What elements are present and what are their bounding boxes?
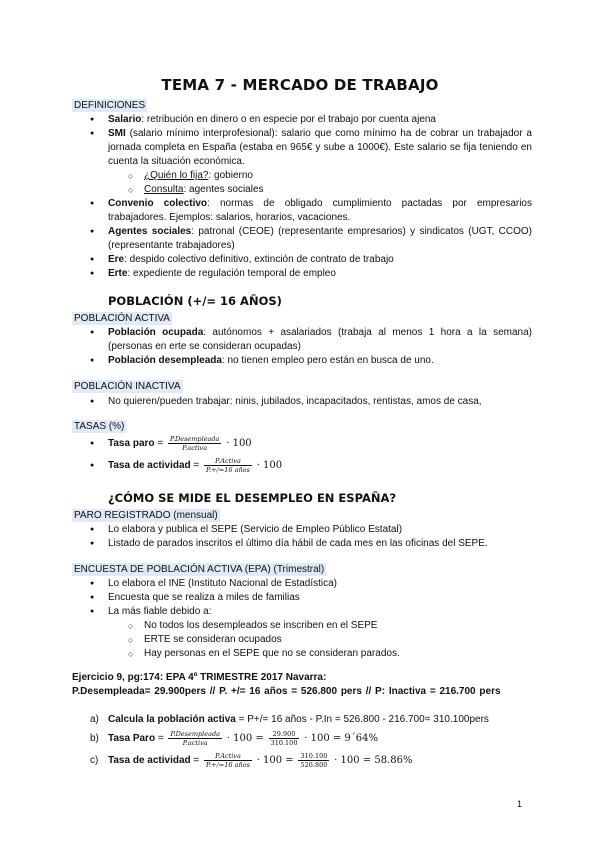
- section-label-definiciones: DEFINICIONES: [74, 100, 146, 111]
- section-label-poblacion-activa: POBLACIÓN ACTIVA: [74, 313, 170, 324]
- list-subitem: ○ Consulta: agentes sociales: [72, 183, 532, 197]
- fraction: $\frac{\text{P.Desempleada}}{\text{P.activa}}$: [169, 434, 220, 452]
- fraction: $\frac{\text{P.Desempleada}}{\text{P.activa}}$: [170, 729, 220, 747]
- list-item: ● No quieren/pueden trabajar: ninis, jubilados, incapacitados, rentistas, amos de casa,: [72, 395, 532, 409]
- formula-tasa-actividad: ● Tasa de actividad = $\frac{\text{P.Activa}}{\text{P.+/=16 años}}$ · 100: [72, 455, 532, 477]
- list-item: ● Convenio colectivo: normas de obligado cumplimiento pactadas por empresarios trabajadores. Ejemplos: salarios, horarios, vacaciones.: [72, 197, 532, 225]
- section-label-epa: ENCUESTA DE POBLACIÓN ACTIVA (EPA) (Trimestral): [74, 564, 325, 575]
- epa-list: [72, 577, 532, 661]
- ejercicio-title: Ejercicio 9, pg:174: EPA 4º TRIMESTRE 2017 Navarra:: [72, 672, 327, 683]
- formula-tasa-paro: ● Tasa paro = $\frac{\text{P.Desempleada}}{\text{P.activa}}$ · 100: [72, 433, 532, 455]
- section-label-poblacion-inactiva: POBLACIÓN INACTIVA: [74, 381, 181, 392]
- list-subitem: ○ ERTE se consideran ocupados: [72, 633, 532, 647]
- page-title: TEMA 7 - MERCADO DE TRABAJO: [161, 76, 439, 94]
- section-heading-poblacion: POBLACIÓN (+/= 16 AÑOS): [108, 294, 282, 308]
- ejercicio-item-b: b) Tasa Paro = $\frac{\text{P.Desempleada}}{\text{P.activa}}$ · 100 = $\frac{29.900}{310.100}$ · 100 = 9´64%: [90, 729, 379, 747]
- ejercicio-list: [72, 713, 532, 772]
- list-item: ● Agentes sociales: patronal (CEOE) (representante empresarios) y sindicatos (UGT, CCOO) (representante trabajadores): [72, 225, 532, 253]
- poblacion-inactiva-list: [72, 395, 532, 409]
- list-item: ● Población ocupada: autónomos + asalariados (trabaja al menos 1 hora a la semana) (personas en erte se consideran ocupadas): [72, 326, 532, 354]
- list-subitem: ○ ¿Quién lo fija?: gobierno: [72, 169, 532, 183]
- list-subitem: ○ Hay personas en el SEPE que no se consideran parados.: [72, 647, 532, 661]
- paro-registrado-list: [72, 523, 532, 551]
- fraction: $\frac{\text{P.Activa}}{\text{P.+/=16 años}}$: [206, 751, 250, 769]
- tasas-list: [72, 433, 532, 477]
- section-heading-desempleo: ¿CÓMO SE MIDE EL DESEMPLEO EN ESPAÑA?: [108, 491, 397, 505]
- page-number: 1: [517, 799, 523, 809]
- list-item: ● Erte: expediente de regulación temporal de empleo: [72, 267, 532, 281]
- fraction: $\frac{310.100}{526.800}$: [300, 751, 328, 769]
- section-label-tasas: TASAS (%): [74, 421, 125, 432]
- list-item: ● SMI (salario mínimo interprofesional): salario que como mínimo ha de cobrar un trabajador a jornada completa en España (estaba en 965€ y sube a 1000€). Este salario se fija teniendo en cuenta la situación económica.: [72, 127, 532, 169]
- section-label-paro-registrado: PARO REGISTRADO (mensual): [74, 510, 218, 521]
- poblacion-activa-list: [72, 326, 532, 368]
- list-item: ● La más fiable debido a:: [72, 605, 532, 619]
- list-item: ● Lo elabora y publica el SEPE (Servicio de Empleo Público Estatal): [72, 523, 532, 537]
- ejercicio-data: P.Desempleada= 29.900pers // P. +/= 16 años = 526.800 pers // P: Inactiva = 216.700 pers: [72, 686, 501, 697]
- list-item: ● Ere: despido colectivo definitivo, extinción de contrato de trabajo: [72, 253, 532, 267]
- list-item: ● Lo elabora el INE (Instituto Nacional de Estadística): [72, 577, 532, 591]
- fraction: $\frac{\text{P.Activa}}{\text{P.+/=16 años}}$: [206, 456, 250, 474]
- list-item: ● Listado de parados inscritos el último día hábil de cada mes en las oficinas del SEPE.: [72, 537, 532, 551]
- fraction: $\frac{29.900}{310.100}$: [270, 729, 298, 747]
- ejercicio-item-a: a) Calcula la población activa = P+/= 16 años - P.In = 526.800 - 216.700= 310.100pers: [90, 714, 489, 725]
- list-subitem: ○ No todos los desempleados se inscriben en el SEPE: [72, 619, 532, 633]
- ejercicio-item-c: c) Tasa de actividad = $\frac{\text{P.Activa}}{\text{P.+/=16 años}}$ · 100 = $\frac{310.100}{526.800}$ · 100 = 58.86%: [90, 751, 413, 769]
- list-item: ● Salario: retribución en dinero o en especie por el trabajo por cuenta ajena: [72, 113, 532, 127]
- list-item: ● Encuesta que se realiza a miles de familias: [72, 591, 532, 605]
- definiciones-list: [72, 113, 532, 281]
- list-item: ● Población desempleada: no tienen empleo pero están en busca de uno.: [72, 354, 532, 368]
